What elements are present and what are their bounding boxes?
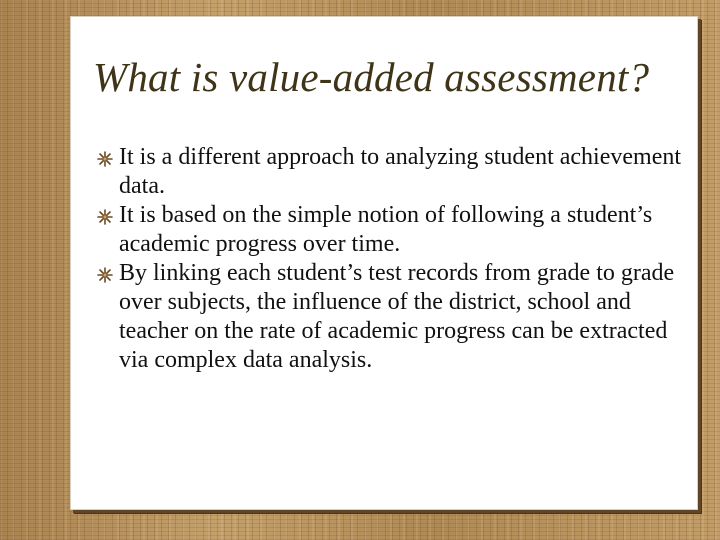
slide-title: What is value-added assessment? [93, 54, 650, 100]
star-burst-icon [97, 151, 113, 167]
bullet-text: By linking each student’s test records from grade to grade over subjects, the influence of the district, school and teacher on the rate of academic progress can be extracted via complex data analysis. [119, 260, 675, 373]
slide-panel [70, 16, 698, 510]
bullet-text: It is a different approach to analyzing student achievement data. [119, 144, 682, 199]
star-burst-icon [97, 209, 113, 225]
bullet-text: It is based on the simple notion of following a student’s academic progress over time. [119, 202, 653, 257]
bullet-item [97, 143, 689, 201]
star-burst-icon [97, 267, 113, 283]
bullet-list [97, 143, 689, 375]
bullet-item [97, 201, 689, 259]
bullet-item [97, 259, 689, 375]
